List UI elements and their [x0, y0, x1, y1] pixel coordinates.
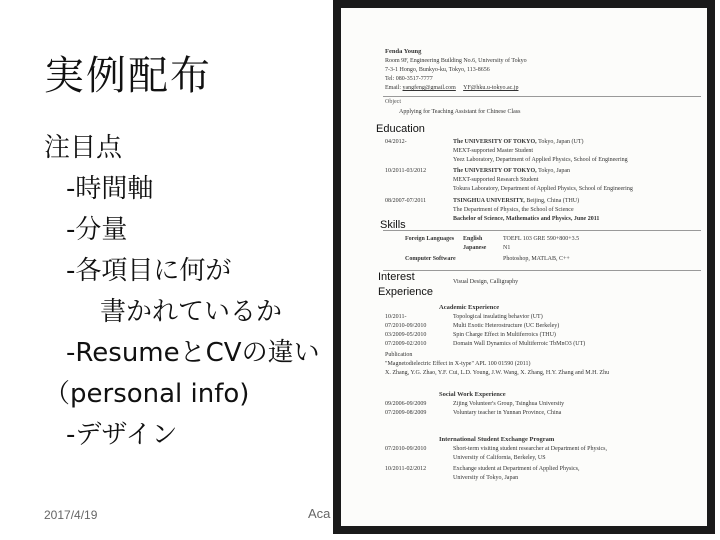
- body-line: 書かれているか: [100, 297, 283, 327]
- cv-edu-detail: Tokura Laboratory, Department of Applied Physics, School of Engineering: [453, 186, 633, 192]
- cv-email-link[interactable]: yangfeng@gmail.com: [402, 85, 456, 91]
- cv-academic-text: Multi Exotic Heterostructure (UC Berkeley): [453, 323, 560, 329]
- cv-edu-date: 10/2011-03/2012: [385, 168, 427, 174]
- annotation-education: Education: [376, 123, 425, 135]
- cv-edu-place: Tokyo, Japan: [538, 168, 571, 174]
- cv-skill-detail: N1: [503, 245, 511, 251]
- body-line: （personal info): [44, 379, 250, 409]
- cv-email-label: Email:: [385, 85, 401, 91]
- cv-social-heading: Social Work Experience: [439, 391, 506, 398]
- cv-edu-school: TSINGHUA UNIVERSITY,: [453, 198, 525, 204]
- cv-edu-place: Tokyo, Japan (UT): [538, 139, 584, 145]
- cv-social-date: 09/2006-09/2009: [385, 401, 427, 407]
- cv-skill-label: Foreign Languages: [405, 236, 455, 242]
- cv-academic-date: 07/2009-02/2010: [385, 341, 427, 347]
- body-line: -時間軸: [66, 174, 154, 204]
- slide-title: 実例配布: [44, 53, 212, 99]
- cv-skill-detail: TOEFL 103 GRE 590+800+3.5: [503, 236, 580, 242]
- cv-exchange-sub: University of California, Berkeley, US: [453, 455, 546, 461]
- cv-exchange-sub: University of Tokyo, Japan: [453, 475, 519, 481]
- footer-text: Aca: [308, 506, 331, 521]
- cv-document: [341, 8, 707, 526]
- cv-edu-date: 08/2007-07/2011: [385, 198, 427, 204]
- cv-skill-label: Computer Software: [405, 256, 456, 262]
- cv-edu-detail: The Department of Physics, the School of Science: [453, 207, 574, 213]
- cv-edu-school-line: [453, 198, 579, 205]
- cv-edu-date: 04/2012-: [385, 139, 407, 145]
- cv-divider: [383, 230, 701, 231]
- cv-skill-detail: Photoshop, MATLAB, C++: [503, 256, 570, 262]
- footer-date: 2017/4/19: [44, 508, 98, 522]
- cv-object-heading: Object: [385, 99, 401, 105]
- cv-publication-line: "Magnetodielectric Effect in X-type" APL 100 01590 (2011): [385, 361, 531, 367]
- cv-academic-heading: Academic Experience: [439, 304, 500, 311]
- cv-exchange-date: 10/2011-02/2012: [385, 466, 427, 472]
- cv-skill-lang: English: [463, 236, 483, 242]
- cv-name: Fenda Young: [385, 48, 422, 55]
- body-line: 注目点: [44, 133, 123, 163]
- cv-edu-detail: Bachelor of Science, Mathematics and Physics, June 2011: [453, 216, 600, 222]
- cv-publication-line: X. Zhang, Y.G. Zhao, Y.F. Cui, L.D. Young, J.W. Wang, X. Zhang, H.Y. Zhang and M.H. Zhu: [385, 370, 610, 376]
- cv-interest-text: Visual Design, Calligraphy: [453, 279, 519, 285]
- cv-edu-detail: MEXT-supported Research Student: [453, 177, 539, 183]
- cv-address-line: Room 9F, Engineering Building No.6, University of Tokyo: [385, 58, 527, 64]
- cv-phone: Tel: 080-3517-7777: [385, 76, 433, 82]
- annotation-interest-line: Interest: [378, 271, 415, 283]
- cv-divider: [383, 96, 701, 97]
- cv-skill-lang: Japanese: [463, 245, 487, 251]
- cv-exchange-text: Exchange student at Department of Applied Physics,: [453, 466, 580, 472]
- cv-exchange-date: 07/2010-09/2010: [385, 446, 427, 452]
- cv-edu-detail: MEXT-supported Master Student: [453, 148, 534, 154]
- annotation-experience-line: Experience: [378, 286, 434, 298]
- cv-social-text: Voluntary teacher in Yunnan Province, China: [453, 410, 562, 416]
- body-line: -デザイン: [66, 420, 178, 450]
- cv-academic-date: 07/2010-09/2010: [385, 323, 427, 329]
- cv-object-text: Applying for Teaching Assistant for Chinese Class: [399, 109, 521, 115]
- cv-social-text: Zijing Volunteer's Group, Tsinghua University: [453, 401, 565, 407]
- cv-publication-label: Publication: [385, 352, 413, 358]
- cv-edu-school-line: [453, 139, 584, 146]
- annotation-skills: Skills: [380, 219, 406, 231]
- cv-academic-text: Topological insulating behavior (UT): [453, 314, 543, 320]
- cv-email-link[interactable]: YF@hku.u-tokyo.ac.jp: [463, 85, 519, 91]
- cv-exchange-heading: International Student Exchange Program: [439, 436, 555, 443]
- slide-body: [44, 128, 320, 456]
- cv-academic-date: 10/2011-: [385, 314, 407, 320]
- body-line: -分量: [66, 215, 128, 245]
- body-line: -ResumeとCVの違い: [66, 338, 320, 368]
- cv-academic-text: Spin Charge Effect in Multiferroics (THU): [453, 332, 556, 338]
- cv-edu-school-line: [453, 168, 570, 175]
- cv-edu-detail: Yeez Laboratory, Department of Applied Physics, School of Engineering: [453, 157, 628, 163]
- cv-edu-school: The UNIVERSITY OF TOKYO,: [453, 139, 537, 145]
- cv-academic-date: 03/2009-05/2010: [385, 332, 427, 338]
- annotation-interest: [378, 270, 433, 300]
- cv-exchange-text: Short-term visiting student researcher at Department of Physics,: [453, 446, 607, 452]
- cv-email-row: [385, 85, 518, 92]
- cv-social-date: 07/2009-08/2009: [385, 410, 427, 416]
- cv-academic-text: Domain Wall Dynamics of Multiferroic TbMnO3 (UT): [453, 341, 586, 347]
- cv-address-line: 7-3-1 Hongo, Bunkyo-ku, Tokyo, 113-8656: [385, 67, 490, 73]
- cv-edu-school: The UNIVERSITY OF TOKYO,: [453, 168, 537, 174]
- cv-edu-place: Beijing, China (THU): [526, 198, 580, 204]
- body-line: -各項目に何が: [66, 256, 232, 286]
